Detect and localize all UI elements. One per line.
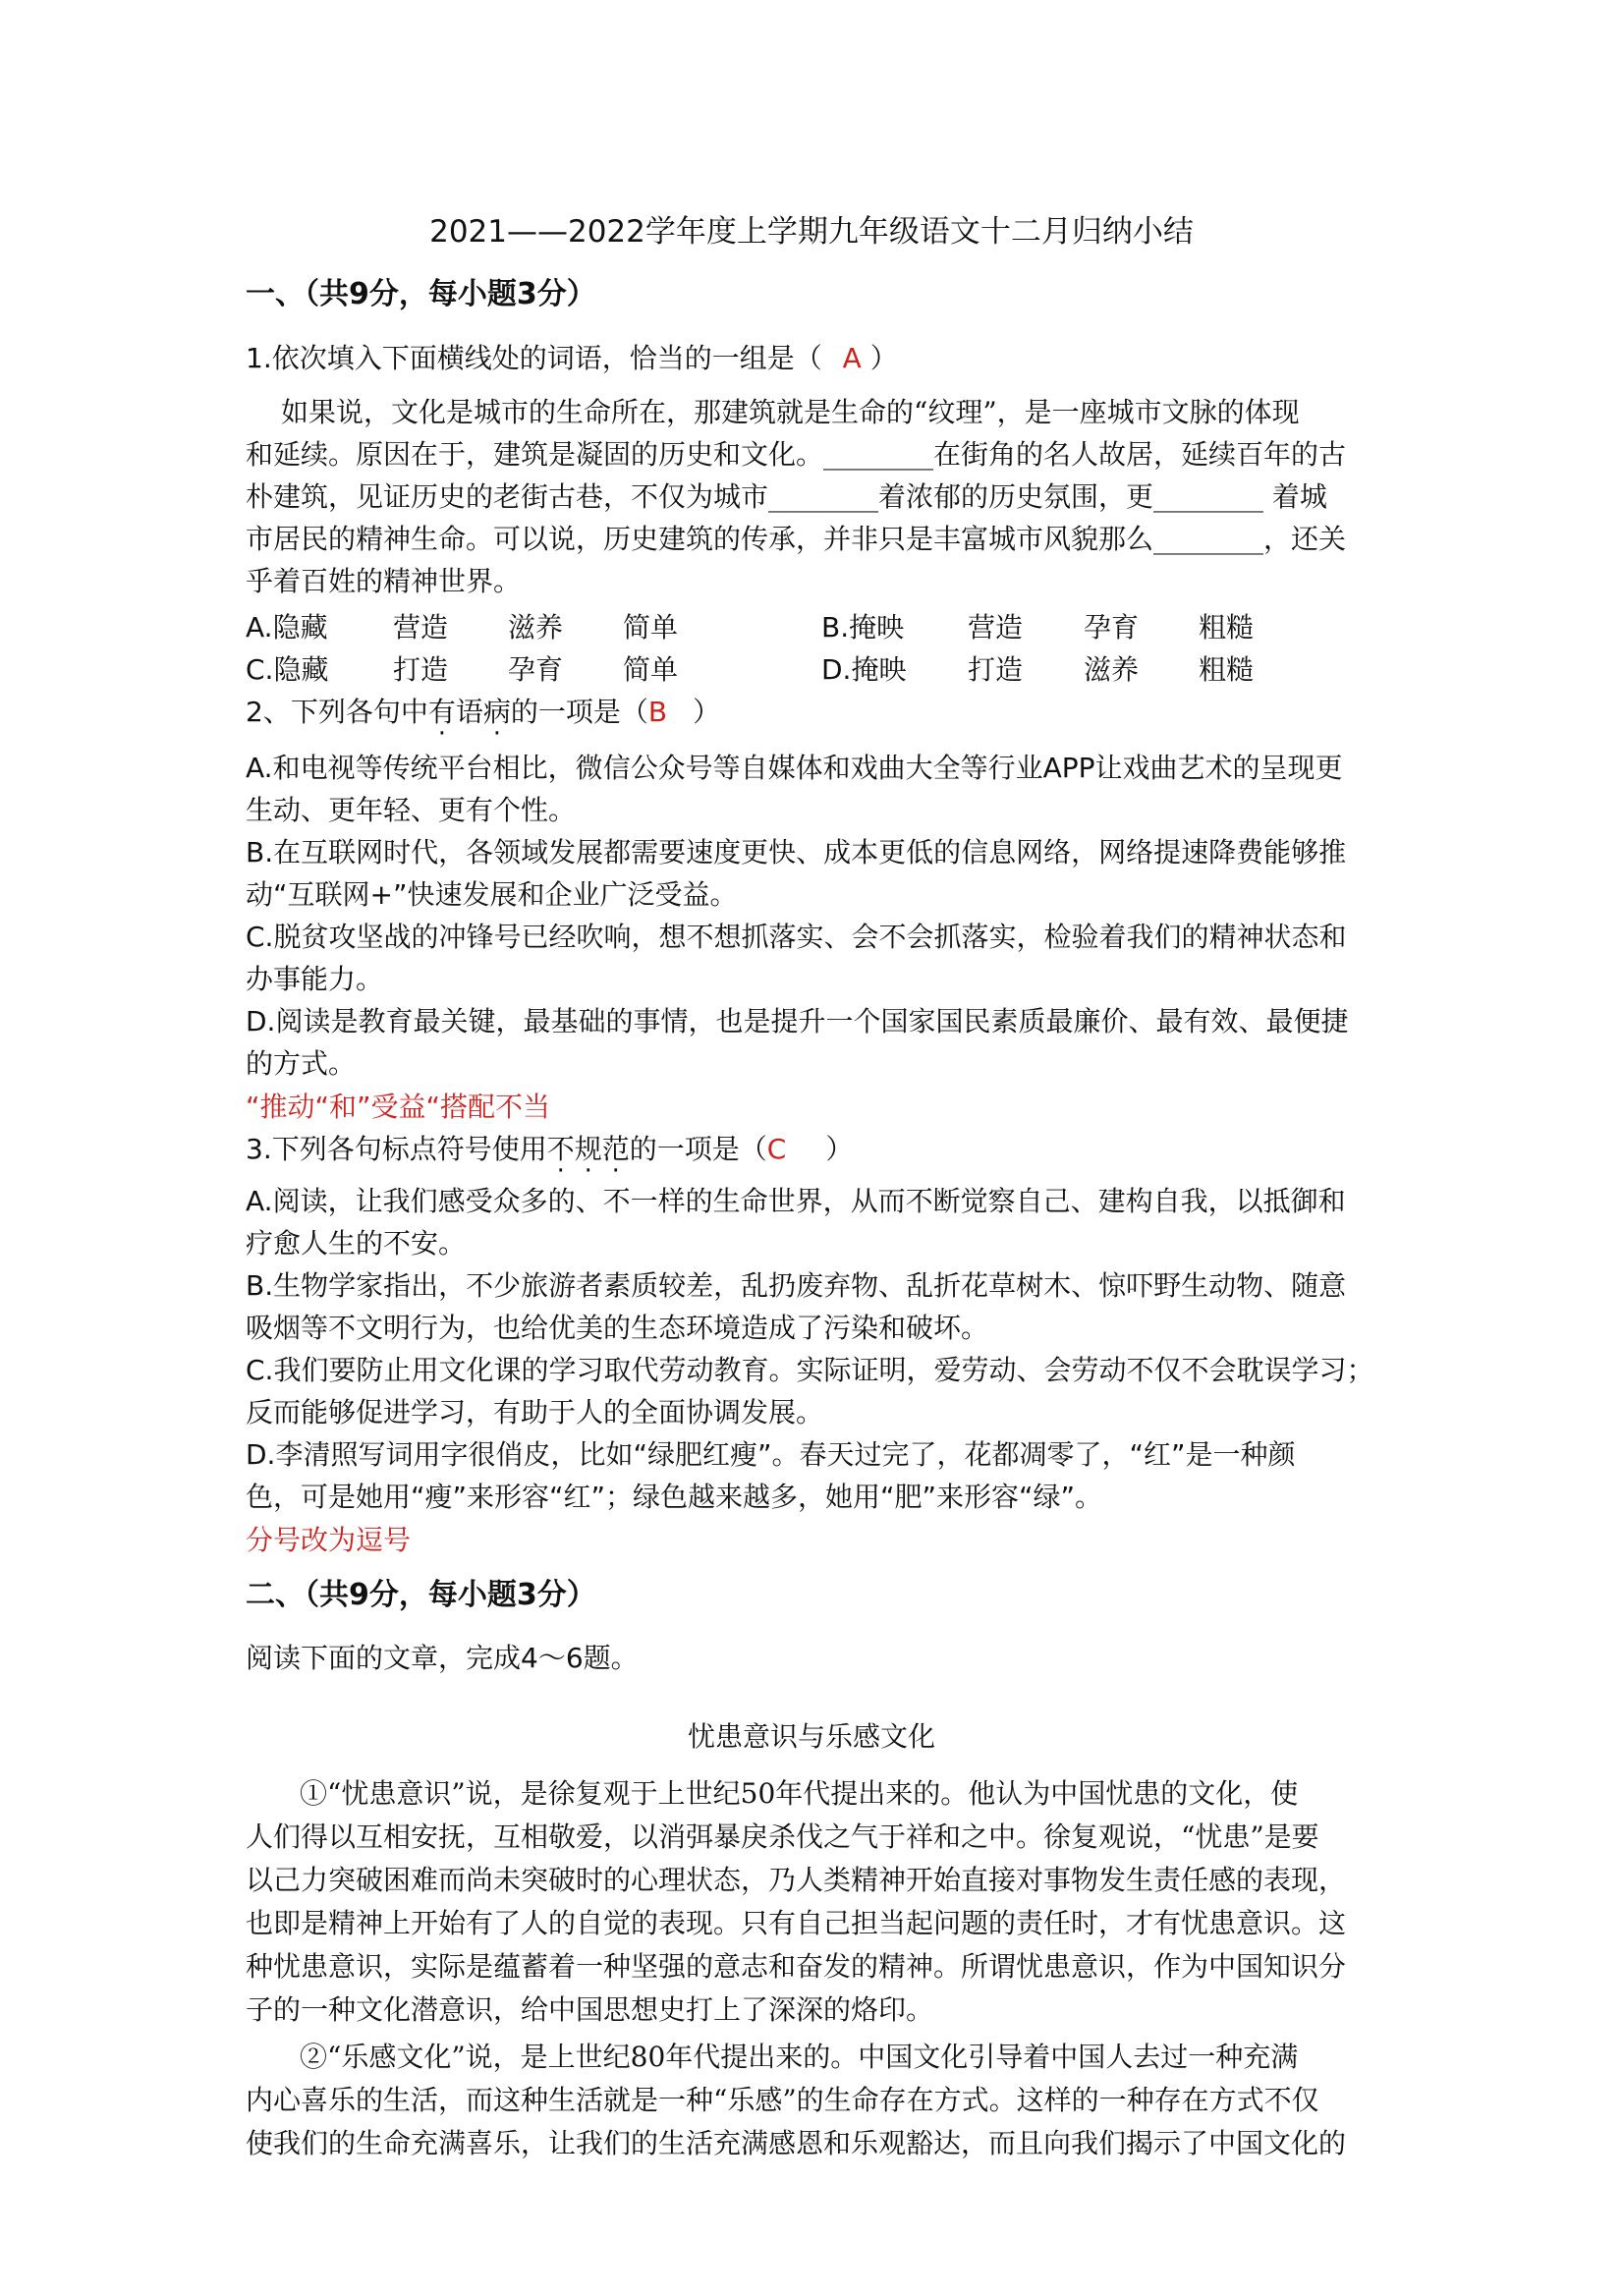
question-3-option-b-line-2: 吸烟等不文明行为，也给优美的生态环境造成了污染和破坏。 xyxy=(246,1312,989,1344)
passage-line-2: 和延续。原因在于，建筑是凝固的历史和文化。________在街角的名人故居，延续百年的古 xyxy=(246,438,1347,471)
question-2-option-c-line-2: 办事能力。 xyxy=(246,963,384,995)
option-a-word-1: A.隐藏 xyxy=(246,611,328,644)
article-line-2: 人们得以互相安抚，互相敬爱，以消弭暴戾杀伐之气于祥和之中。徐复观说，“忧患”是要 xyxy=(246,1820,1319,1853)
article-line-4: 也即是精神上开始有了人的自觉的表现。只有自己担当起问题的责任时，才有忧患意识。这 xyxy=(246,1907,1347,1939)
article-line-9: 使我们的生命充满喜乐，让我们的生活充满感恩和乐观豁达，而且向我们揭示了中国文化的 xyxy=(246,2127,1347,2159)
option-a-word-4: 简单 xyxy=(623,611,679,644)
article-line-8: 内心喜乐的生活，而这种生活就是一种“乐感”的生命存在方式。这样的一种存在方式不仅 xyxy=(246,2084,1319,2116)
option-d-word-4: 粗糙 xyxy=(1199,653,1255,686)
article-line-3: 以己力突破困难而尚未突破时的心理状态，乃人类精神开始直接对事物发生责任感的表现， xyxy=(246,1864,1347,1896)
emphasis-char: 不 xyxy=(546,1133,575,1165)
question-2-option-a-line-1: A.和电视等传统平台相比，微信公众号等自媒体和戏曲大全等行业APP让戏曲艺术的呈现更 xyxy=(246,752,1343,784)
question-2-option-a-line-2: 生动、更年轻、更有个性。 xyxy=(246,794,577,826)
passage-line-3: 朴建筑，见证历史的老街古巷，不仅为城市________着浓郁的历史氛围，更________ 着城 xyxy=(246,480,1327,513)
question-3-note: 分号改为逗号 xyxy=(246,1524,412,1556)
reading-instructions: 阅读下面的文章，完成4～6题。 xyxy=(246,1642,639,1674)
emphasis-char: 病 xyxy=(482,696,511,728)
option-a-word-3: 滋养 xyxy=(508,611,564,644)
article-line-1: ①“忧患意识”说，是徐复观于上世纪50年代提出来的。他认为中国忧患的文化，使 xyxy=(300,1777,1299,1810)
question-3-option-d-line-1: D.李清照写词用字很俏皮，比如“绿肥红瘦”。春天过完了，花都凋零了，“红”是一种颜 xyxy=(246,1438,1296,1471)
question-2-note: “推动“和”受益“搭配不当 xyxy=(246,1091,551,1123)
question-2-answer: B xyxy=(647,696,668,728)
question-2-option-b-line-2: 动“互联网+”快速发展和企业广泛受益。 xyxy=(246,878,738,911)
question-2-option-d-line-2: 的方式。 xyxy=(246,1047,357,1080)
article-line-6: 子的一种文化潜意识，给中国思想史打上了深深的烙印。 xyxy=(246,1993,934,2026)
question-3-option-a-line-2: 疗愈人生的不安。 xyxy=(246,1227,467,1260)
passage-line-4: 市居民的精神生命。可以说，历史建筑的传承，并非只是丰富城市风貌那么________，还关 xyxy=(246,523,1347,555)
option-c-word-3: 孕育 xyxy=(508,653,564,686)
question-3-text-end: 的一项是（ xyxy=(629,1133,767,1165)
option-b-word-1: B.掩映 xyxy=(821,611,905,644)
question-2-option-c-line-1: C.脱贫攻坚战的冲锋号已经吹响，想不想抓落实、会不会抓落实，检验着我们的精神状态和 xyxy=(246,921,1347,953)
emphasis-char: 范 xyxy=(601,1133,630,1165)
option-c-word-1: C.隐藏 xyxy=(246,653,329,686)
question-3-option-a-line-1: A.阅读，让我们感受众多的、不一样的生命世界，从而不断觉察自己、建构自我，以抵御和 xyxy=(246,1185,1346,1217)
article-title: 忧患意识与乐感文化 xyxy=(687,1720,935,1753)
question-3-close: ） xyxy=(825,1133,854,1165)
question-2-text-start: 2、下列各句中 xyxy=(246,696,428,728)
section-one-heading: 一、（共9分，每小题3分） xyxy=(246,277,596,311)
option-b-word-3: 孕育 xyxy=(1084,611,1140,644)
question-1-text: 1.依次填入下面横线处的词语，恰当的一组是（ xyxy=(246,342,822,374)
question-1-stem xyxy=(246,339,1390,378)
option-b-word-2: 营造 xyxy=(968,611,1024,644)
question-2-stem xyxy=(246,693,1390,732)
document-title: 2021——2022学年度上学期九年级语文十二月归纳小结 xyxy=(429,214,1194,250)
question-3-option-c-line-1: C.我们要防止用文化课的学习取代劳动教育。实际证明，爱劳动、会劳动不仅不会耽误学习； xyxy=(246,1354,1374,1386)
question-2-option-b-line-1: B.在互联网时代，各领域发展都需要速度更快、成本更低的信息网络，网络提速降费能够推 xyxy=(246,836,1347,868)
question-1-answer: A xyxy=(842,342,862,374)
passage-line-1: 如果说，文化是城市的生命所在，那建筑就是生命的“纹理”，是一座城市文脉的体现 xyxy=(281,396,1300,428)
question-2-text-end: 的一项是（ xyxy=(510,696,648,728)
section-two-heading: 二、（共9分，每小题3分） xyxy=(246,1578,596,1612)
option-d-word-3: 滋养 xyxy=(1084,653,1140,686)
article-line-7: ②“乐感文化”说，是上世纪80年代提出来的。中国文化引导着中国人去过一种充满 xyxy=(300,2041,1299,2073)
question-2-close: ） xyxy=(693,696,721,728)
emphasis-char: 有 xyxy=(427,696,456,728)
question-3-option-c-line-2: 反而能够促进学习，有助于人的全面协调发展。 xyxy=(246,1396,824,1428)
question-3-stem xyxy=(246,1130,1390,1169)
option-b-word-4: 粗糙 xyxy=(1199,611,1255,644)
question-3-option-d-line-2: 色，可是她用“瘦”来形容“红”；绿色越来越多，她用“肥”来形容“绿”。 xyxy=(246,1481,1103,1513)
option-d-word-1: D.掩映 xyxy=(821,653,907,686)
option-c-word-2: 打造 xyxy=(393,653,449,686)
article-line-5: 种忧患意识，实际是蕴蓄着一种坚强的意志和奋发的精神。所谓忧患意识，作为中国知识分 xyxy=(246,1950,1347,1983)
question-2-option-d-line-1: D.阅读是教育最关键，最基础的事情，也是提升一个国家国民素质最廉价、最有效、最便捷 xyxy=(246,1005,1349,1037)
question-3-option-b-line-1: B.生物学家指出，不少旅游者素质较差，乱扔废弃物、乱折花草树木、惊吓野生动物、随意 xyxy=(246,1269,1347,1302)
option-c-word-4: 简单 xyxy=(623,653,679,686)
question-3-answer: C xyxy=(766,1133,787,1165)
question-2-text-mid: 语 xyxy=(455,696,483,728)
question-1-close: ） xyxy=(869,342,898,374)
passage-line-5: 乎着百姓的精神世界。 xyxy=(246,565,522,597)
question-3-text-start: 3.下列各句标点符号使用 xyxy=(246,1133,547,1165)
option-d-word-2: 打造 xyxy=(968,653,1024,686)
emphasis-char: 规 xyxy=(574,1133,602,1165)
option-a-word-2: 营造 xyxy=(393,611,449,644)
